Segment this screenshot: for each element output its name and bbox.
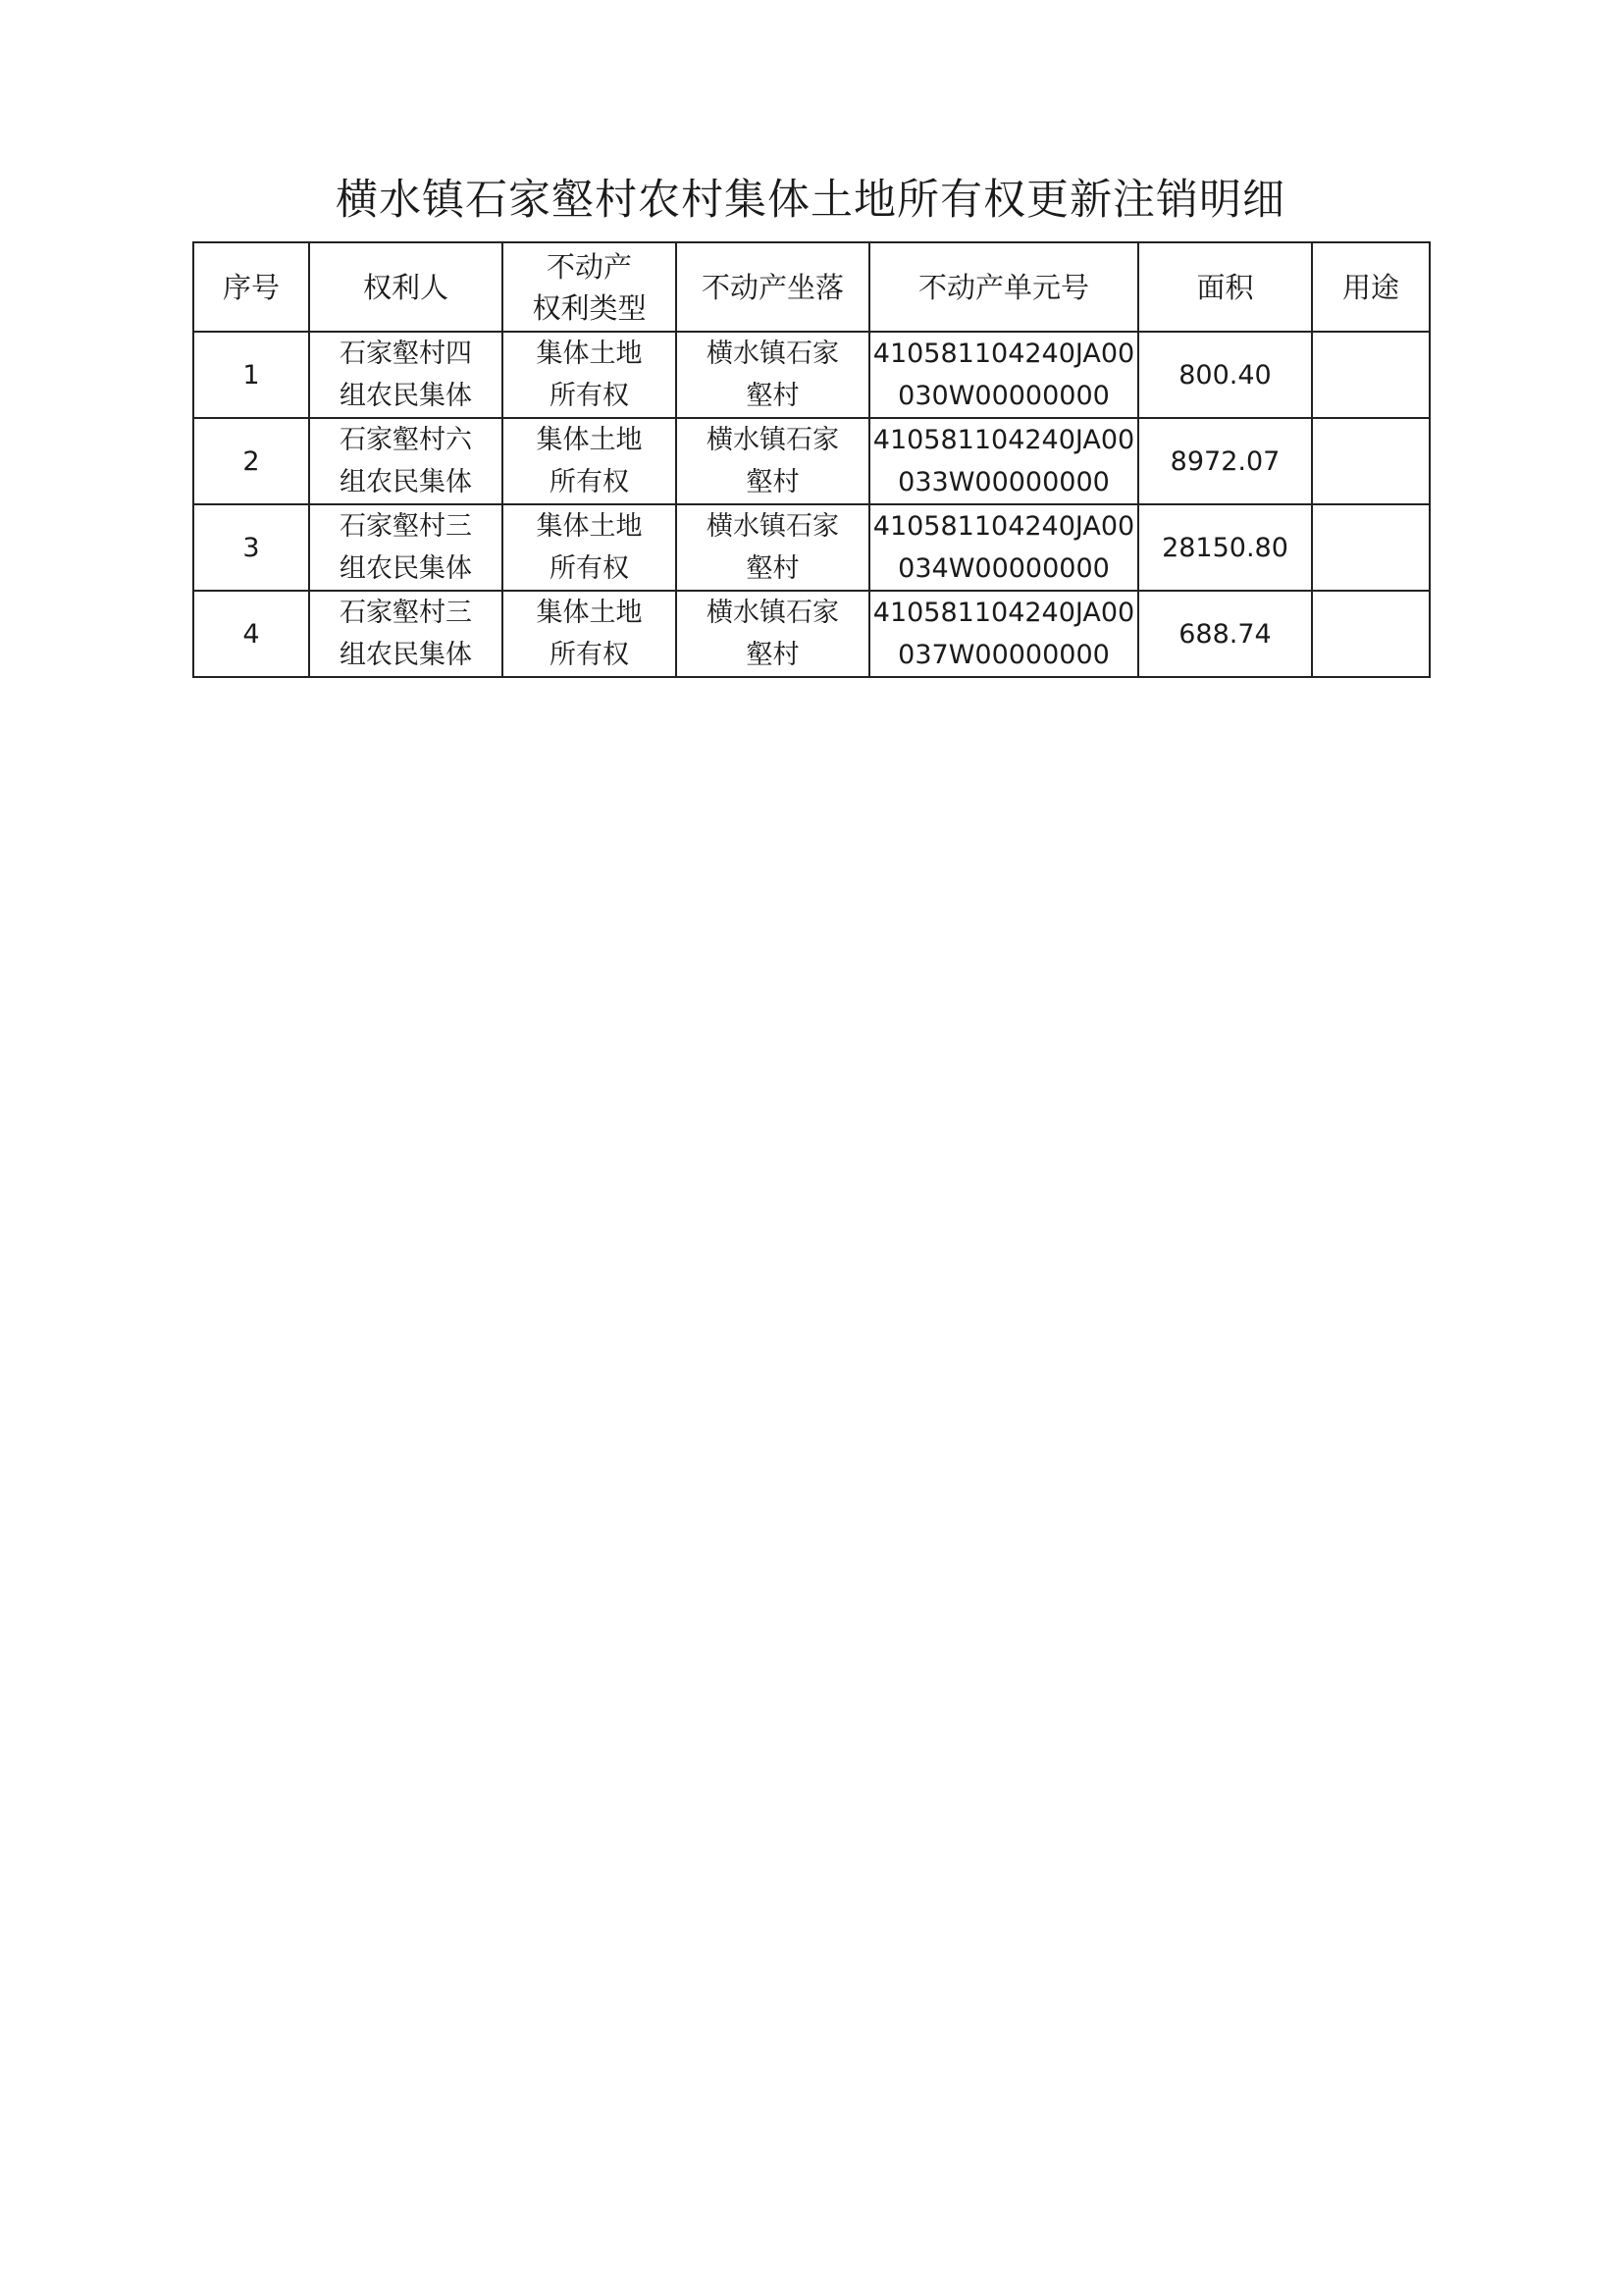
cell-holder-line2: 组农民集体 [340, 640, 472, 670]
cell-usage [1312, 591, 1430, 677]
cell-right-type [502, 504, 676, 591]
cell-holder [309, 418, 502, 504]
cell-right-type-line2: 所有权 [550, 467, 629, 497]
detail-table [192, 241, 1431, 678]
cell-unit-no-line1: 410581104240JA00 [872, 425, 1135, 455]
header-seq: 序号 [193, 242, 309, 332]
cell-holder-line1: 石家壑村三 [340, 598, 472, 628]
cell-holder-line1: 石家壑村四 [340, 339, 472, 369]
cell-location [676, 332, 869, 418]
cell-unit-no-line1: 410581104240JA00 [872, 511, 1135, 542]
cell-right-type-line1: 集体土地 [536, 511, 643, 542]
cell-right-type [502, 418, 676, 504]
header-right-type-line1: 不动产 [546, 249, 632, 284]
table-row [193, 418, 1430, 504]
cell-area: 688.74 [1138, 591, 1312, 677]
cell-unit-no-line2: 030W00000000 [898, 381, 1110, 411]
cell-holder-line1: 石家壑村六 [340, 425, 472, 455]
table-header-row [193, 242, 1430, 332]
cell-unit-no-line2: 037W00000000 [898, 640, 1110, 670]
cell-holder [309, 504, 502, 591]
cell-right-type-line2: 所有权 [550, 553, 629, 584]
cell-right-type-line2: 所有权 [550, 381, 629, 411]
header-location: 不动产坐落 [676, 242, 869, 332]
cell-unit-no [869, 332, 1138, 418]
cell-location-line1: 横水镇石家 [707, 598, 839, 628]
cell-unit-no [869, 418, 1138, 504]
cell-location [676, 418, 869, 504]
cell-right-type-line1: 集体土地 [536, 425, 643, 455]
header-area: 面积 [1138, 242, 1312, 332]
cell-location-line2: 壑村 [746, 467, 800, 497]
cell-right-type [502, 332, 676, 418]
cell-holder-line1: 石家壑村三 [340, 511, 472, 542]
cell-unit-no-line1: 410581104240JA00 [872, 598, 1135, 628]
cell-holder-line2: 组农民集体 [340, 467, 472, 497]
table-row [193, 332, 1430, 418]
cell-area: 8972.07 [1138, 418, 1312, 504]
page-title: 横水镇石家壑村农村集体土地所有权更新注销明细 [336, 176, 1285, 225]
cell-usage [1312, 418, 1430, 504]
cell-unit-no-line2: 033W00000000 [898, 467, 1110, 497]
cell-right-type-line1: 集体土地 [536, 598, 643, 628]
cell-unit-no [869, 504, 1138, 591]
cell-seq: 4 [193, 591, 309, 677]
cell-seq: 3 [193, 504, 309, 591]
cell-holder [309, 591, 502, 677]
cell-location-line2: 壑村 [746, 381, 800, 411]
cell-location-line1: 横水镇石家 [707, 425, 839, 455]
cell-location [676, 504, 869, 591]
table-row [193, 504, 1430, 591]
cell-right-type-line2: 所有权 [550, 640, 629, 670]
header-right-type-line2: 权利类型 [532, 290, 647, 325]
cell-right-type [502, 591, 676, 677]
cell-area: 800.40 [1138, 332, 1312, 418]
cell-holder [309, 332, 502, 418]
table-row [193, 591, 1430, 677]
cell-usage [1312, 332, 1430, 418]
cell-location-line2: 壑村 [746, 640, 800, 670]
cell-unit-no-line2: 034W00000000 [898, 553, 1110, 584]
header-holder: 权利人 [309, 242, 502, 332]
cell-unit-no-line1: 410581104240JA00 [872, 339, 1135, 369]
cell-location-line2: 壑村 [746, 553, 800, 584]
header-unit-no: 不动产单元号 [869, 242, 1138, 332]
cell-unit-no [869, 591, 1138, 677]
cell-location-line1: 横水镇石家 [707, 511, 839, 542]
cell-seq: 1 [193, 332, 309, 418]
cell-right-type-line1: 集体土地 [536, 339, 643, 369]
cell-holder-line2: 组农民集体 [340, 381, 472, 411]
header-usage: 用途 [1312, 242, 1430, 332]
header-right-type [502, 242, 676, 332]
cell-usage [1312, 504, 1430, 591]
cell-area: 28150.80 [1138, 504, 1312, 591]
cell-seq: 2 [193, 418, 309, 504]
cell-location-line1: 横水镇石家 [707, 339, 839, 369]
cell-holder-line2: 组农民集体 [340, 553, 472, 584]
cell-location [676, 591, 869, 677]
